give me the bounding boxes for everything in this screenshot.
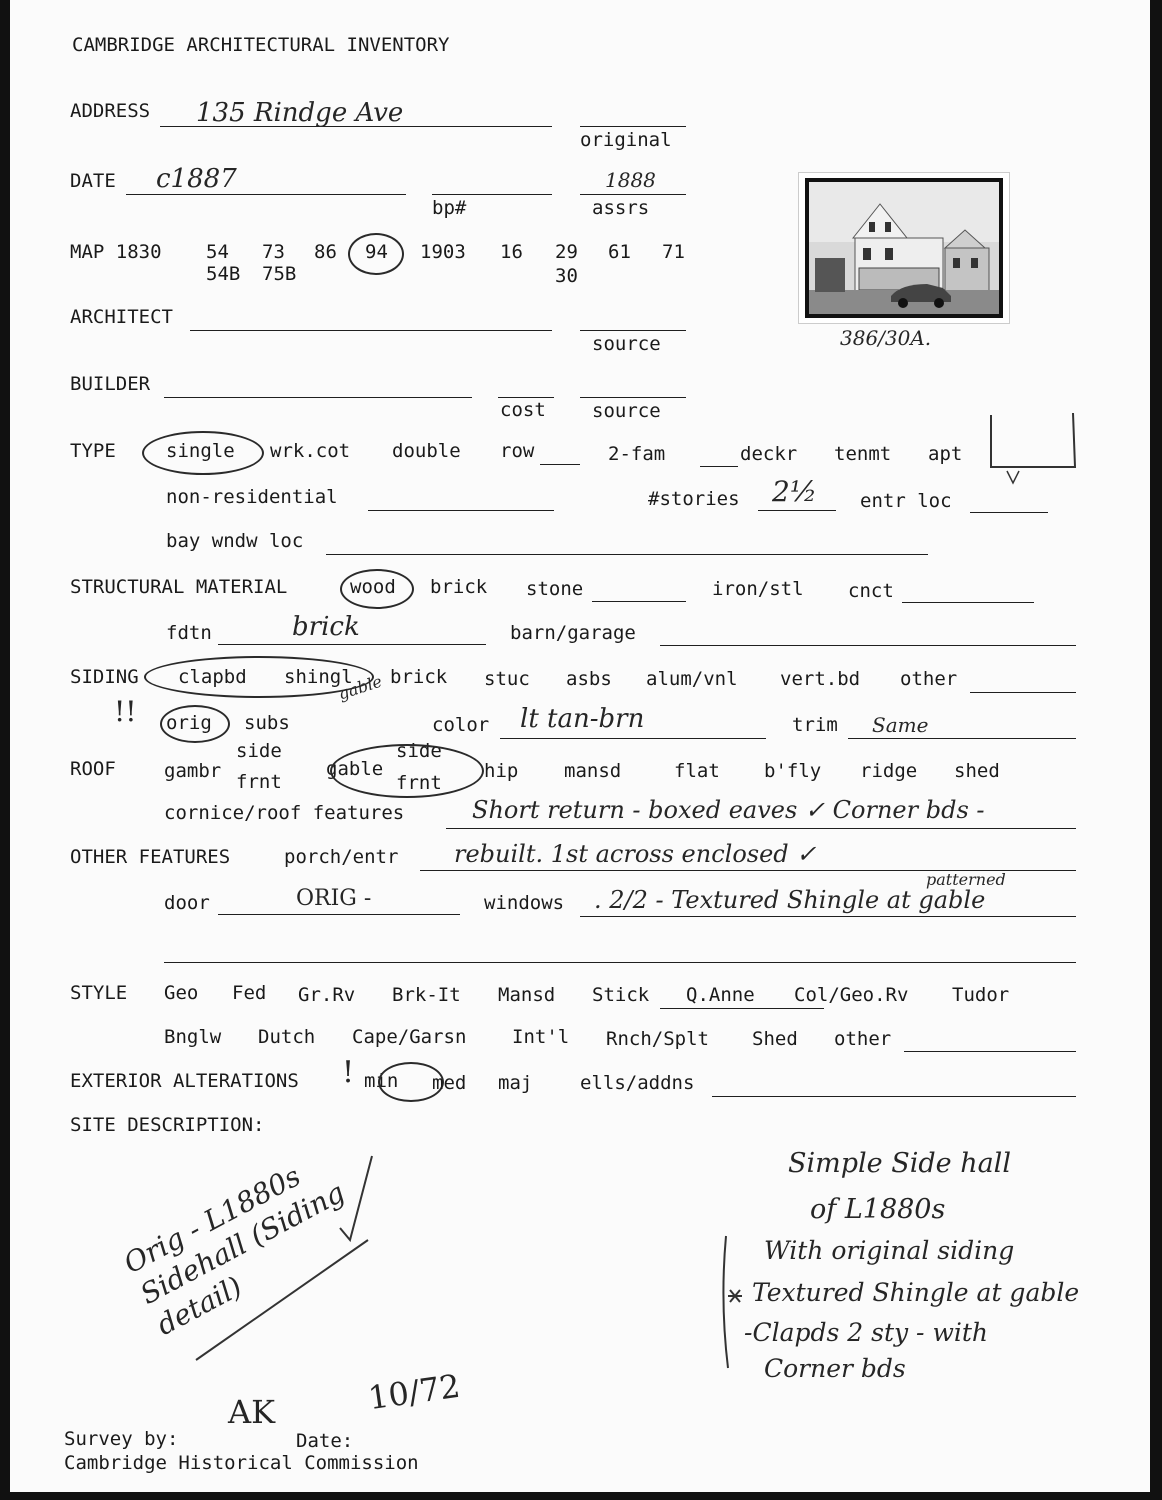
stone-line bbox=[592, 601, 686, 602]
ext-alt-label: EXTERIOR ALTERATIONS bbox=[70, 1070, 299, 1092]
assrs-year-value: 1888 bbox=[605, 168, 656, 192]
roof-option: mansd bbox=[564, 760, 622, 782]
architect-line bbox=[190, 330, 552, 331]
survey-date-value: 10/72 bbox=[365, 1366, 463, 1418]
structural-option-selected: wood bbox=[350, 576, 396, 598]
style-option: Stick bbox=[592, 984, 650, 1006]
photo-ref-value: 386/30A. bbox=[840, 326, 932, 350]
map-year: 54 bbox=[206, 241, 229, 263]
nonres-label: non-residential bbox=[166, 486, 338, 508]
type-option: deckr bbox=[740, 443, 798, 465]
porch-value: rebuilt. 1st across enclosed ✓ bbox=[454, 840, 817, 868]
barn-label: barn/garage bbox=[510, 622, 636, 644]
assrs-label: assrs bbox=[592, 197, 650, 219]
siding-label: SIDING bbox=[70, 666, 139, 688]
style-other-line bbox=[904, 1051, 1076, 1052]
orig-option-selected: orig bbox=[166, 712, 212, 734]
siding-other-line bbox=[970, 692, 1076, 693]
style-option: Int'l bbox=[512, 1026, 570, 1048]
roof-gambr-side: side bbox=[236, 740, 282, 762]
style-option-selected: Q.Anne bbox=[686, 984, 755, 1006]
entr-loc-line bbox=[970, 512, 1048, 513]
house-photo bbox=[798, 172, 1010, 324]
roof-option: b'fly bbox=[764, 760, 822, 782]
siding-option-selected: clapbd bbox=[178, 666, 247, 688]
siding-option: vert.bd bbox=[780, 668, 861, 690]
marginal-note: Orig - L1880s Sidehall (Siding detail) bbox=[118, 1159, 351, 1342]
porch-label: porch/entr bbox=[284, 846, 399, 868]
map-year-sub: 30 bbox=[555, 265, 578, 287]
structural-circle bbox=[340, 569, 414, 609]
marginal-strokes bbox=[190, 1148, 380, 1368]
site-label: SITE DESCRIPTION: bbox=[70, 1114, 265, 1136]
type-option: apt bbox=[928, 443, 963, 465]
structural-option: stone bbox=[526, 578, 584, 600]
type-option: 2-fam bbox=[608, 443, 666, 465]
trim-line bbox=[848, 738, 1076, 739]
stories-value: 2½ bbox=[772, 475, 817, 508]
row-line bbox=[540, 464, 580, 465]
style-option: Col/Geo.Rv bbox=[794, 984, 909, 1006]
structural-option: brick bbox=[430, 576, 488, 598]
map-year: 1903 bbox=[420, 241, 466, 263]
orig-circle bbox=[160, 705, 230, 743]
address-value: 135 Rindge Ave bbox=[196, 98, 404, 128]
style-option: Tudor bbox=[952, 984, 1010, 1006]
bay-line bbox=[326, 554, 928, 555]
cnct-line bbox=[902, 602, 1034, 603]
style-option: Rnch/Splt bbox=[606, 1028, 709, 1050]
trim-label: trim bbox=[792, 714, 838, 736]
siding-option: alum/vnl bbox=[646, 668, 738, 690]
type-option: wrk.cot bbox=[270, 440, 351, 462]
door-value: ORIG - bbox=[296, 886, 372, 911]
form-title: CAMBRIDGE ARCHITECTURAL INVENTORY bbox=[72, 34, 450, 56]
map-year: 86 bbox=[314, 241, 337, 263]
roof-gable-frnt-selected: frnt bbox=[396, 772, 442, 794]
style-option: Shed bbox=[752, 1028, 798, 1050]
style-option: Dutch bbox=[258, 1026, 316, 1048]
structural-option: iron/stl bbox=[712, 578, 804, 600]
siding-option: stuc bbox=[484, 668, 530, 690]
extra-line bbox=[164, 962, 1076, 963]
description-line: With original siding bbox=[764, 1236, 1015, 1265]
cornice-value: Short return - boxed eaves ✓ Corner bds - bbox=[472, 796, 985, 824]
windows-label: windows bbox=[484, 892, 565, 914]
style-option: other bbox=[834, 1028, 892, 1050]
roof-option: ridge bbox=[860, 760, 918, 782]
type-option: row bbox=[500, 440, 535, 462]
map-year-selected: 94 bbox=[365, 241, 388, 263]
description-line: Simple Side hall bbox=[788, 1148, 1011, 1179]
ext-alt-option: maj bbox=[498, 1072, 533, 1094]
description-line: Corner bds bbox=[764, 1354, 906, 1383]
date-line bbox=[126, 194, 406, 195]
map-year: 61 bbox=[608, 241, 631, 263]
siding-option-selected: shingl bbox=[284, 666, 353, 688]
entr-loc-label: entr loc bbox=[860, 490, 952, 512]
cornice-label: cornice/roof features bbox=[164, 802, 405, 824]
deckr-line bbox=[700, 466, 738, 467]
style-label: STYLE bbox=[70, 982, 128, 1004]
roof-circle bbox=[330, 740, 484, 798]
builder-source-line bbox=[580, 397, 686, 398]
map-year: 16 bbox=[500, 241, 523, 263]
roof-option: hip bbox=[484, 760, 519, 782]
description-line: of L1880s bbox=[810, 1194, 946, 1225]
bp-label: bp# bbox=[432, 197, 467, 219]
nonres-line bbox=[368, 510, 554, 511]
roof-gambr-frnt: frnt bbox=[236, 771, 282, 793]
map-label: MAP 1830 bbox=[70, 241, 162, 263]
structural-option: cnct bbox=[848, 580, 894, 602]
description-line: -Clapds 2 sty - with bbox=[744, 1318, 988, 1347]
exclaim-mark: ! bbox=[342, 1055, 355, 1090]
siding-note: gable bbox=[336, 671, 385, 704]
type-option: tenmt bbox=[834, 443, 892, 465]
description-bracket bbox=[716, 1232, 746, 1372]
windows-value: . 2/2 - Textured Shingle at gable bbox=[594, 886, 986, 914]
description-line: Textured Shingle at gable bbox=[752, 1278, 1080, 1307]
architect-label: ARCHITECT bbox=[70, 306, 173, 328]
builder-label: BUILDER bbox=[70, 373, 151, 395]
stories-line bbox=[758, 510, 836, 511]
roof-label: ROOF bbox=[70, 758, 116, 780]
cornice-line bbox=[446, 828, 1076, 829]
siding-option: other bbox=[900, 668, 958, 690]
map-year: 73 bbox=[262, 241, 285, 263]
roof-option: flat bbox=[674, 760, 720, 782]
trim-value: Same bbox=[872, 713, 929, 737]
type-option-selected: single bbox=[166, 440, 235, 462]
barn-line bbox=[660, 645, 1076, 646]
windows-note: patterned bbox=[926, 870, 1006, 889]
architect-source-line bbox=[580, 330, 686, 331]
color-value: lt tan-brn bbox=[520, 704, 645, 734]
survey-label: Survey by: bbox=[64, 1428, 179, 1450]
map-year-sub: 75B bbox=[262, 263, 297, 285]
color-line bbox=[500, 738, 766, 739]
ells-line bbox=[712, 1096, 1076, 1097]
builder-line bbox=[164, 397, 472, 398]
style-option: Bnglw bbox=[164, 1026, 222, 1048]
map-year-sub: 54B bbox=[206, 263, 241, 285]
fdtn-label: fdtn bbox=[166, 622, 212, 644]
ext-alt-option: ells/addns bbox=[580, 1072, 695, 1094]
assrs-line bbox=[580, 194, 686, 195]
fdtn-line bbox=[218, 644, 486, 645]
ext-alt-option: med bbox=[432, 1072, 467, 1094]
style-option: Mansd bbox=[498, 984, 556, 1006]
subs-option: subs bbox=[244, 712, 290, 734]
commission-label: Cambridge Historical Commission bbox=[64, 1452, 419, 1474]
door-line bbox=[218, 914, 460, 915]
map-year: 29 bbox=[555, 241, 578, 263]
source-label: source bbox=[592, 333, 661, 355]
door-label: door bbox=[164, 892, 210, 914]
style-option: Geo bbox=[164, 982, 199, 1004]
house-photo-image bbox=[805, 178, 1003, 318]
siding-option: asbs bbox=[566, 668, 612, 690]
style-option: Gr.Rv bbox=[298, 984, 356, 1006]
original-label: original bbox=[580, 129, 672, 151]
other-features-label: OTHER FEATURES bbox=[70, 846, 231, 868]
original-line bbox=[580, 126, 686, 127]
exclaim-mark: !! bbox=[114, 695, 137, 728]
color-label: color bbox=[432, 714, 490, 736]
fdtn-value: brick bbox=[292, 612, 360, 642]
address-label: ADDRESS bbox=[70, 100, 151, 122]
style-option: Brk-It bbox=[392, 984, 461, 1006]
survey-date-label: Date: bbox=[296, 1430, 354, 1452]
bay-label: bay wndw loc bbox=[166, 530, 304, 552]
roof-option-selected: gable bbox=[326, 758, 384, 780]
type-circle bbox=[142, 431, 264, 475]
map-year: 71 bbox=[662, 241, 685, 263]
date-label: DATE bbox=[70, 170, 116, 192]
date-value: c1887 bbox=[156, 164, 237, 194]
source-label: source bbox=[592, 400, 661, 422]
bp-line bbox=[432, 194, 552, 195]
stories-label: #stories bbox=[648, 488, 740, 510]
map-year-circle bbox=[348, 233, 404, 275]
cost-line bbox=[498, 397, 554, 398]
windows-line bbox=[580, 916, 1076, 917]
surveyor-value: AK bbox=[228, 1393, 276, 1431]
siding-option: brick bbox=[390, 666, 448, 688]
roof-gable-side: side bbox=[396, 740, 442, 762]
type-option: double bbox=[392, 440, 461, 462]
type-label: TYPE bbox=[70, 440, 116, 462]
cost-label: cost bbox=[500, 399, 546, 421]
footprint-sketch bbox=[985, 405, 1085, 490]
roof-option: gambr bbox=[164, 760, 222, 782]
style-underline bbox=[660, 1008, 824, 1009]
style-option: Cape/Garsn bbox=[352, 1026, 467, 1048]
ext-alt-option-selected: min bbox=[364, 1070, 399, 1092]
roof-option: shed bbox=[954, 760, 1000, 782]
style-option: Fed bbox=[232, 982, 267, 1004]
structural-label: STRUCTURAL MATERIAL bbox=[70, 576, 288, 598]
